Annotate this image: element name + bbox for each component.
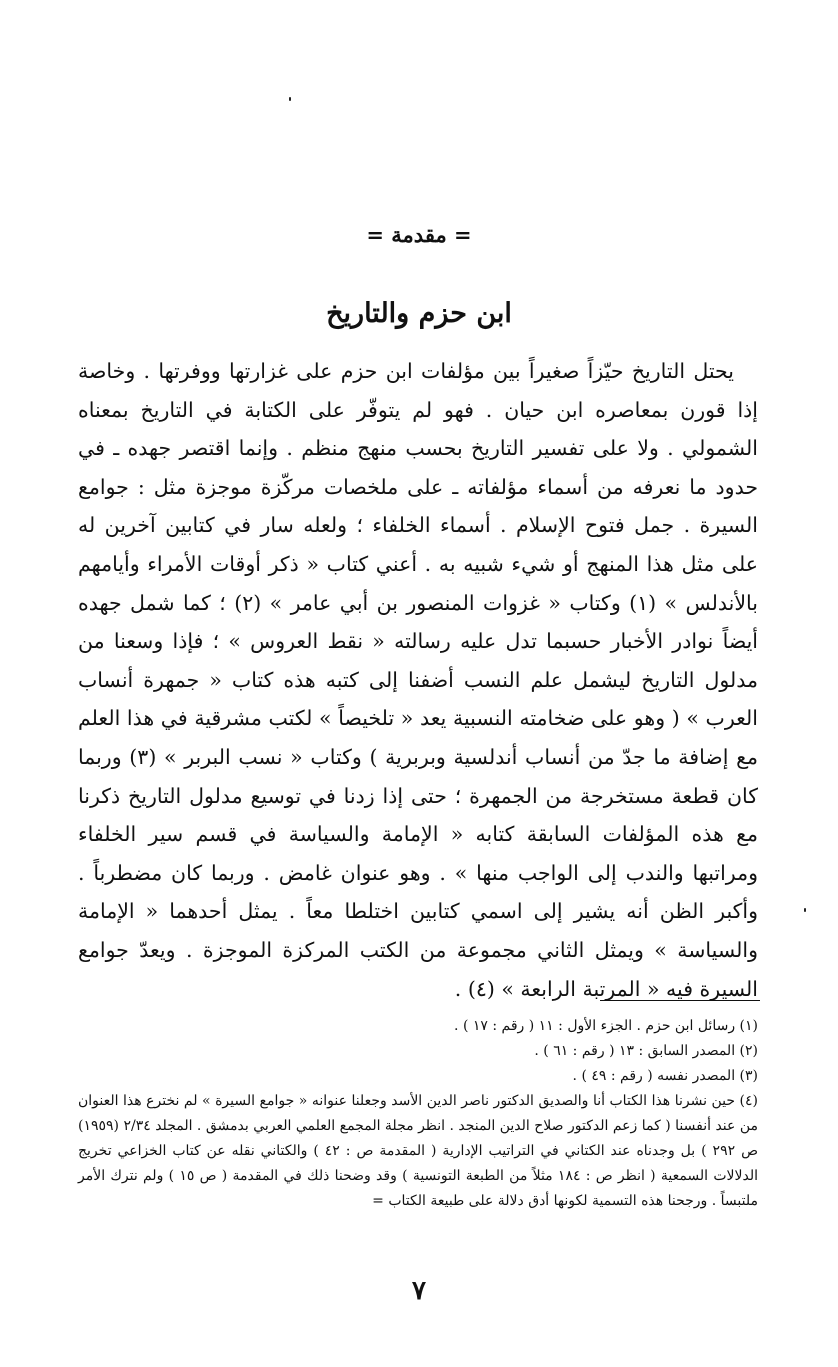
- page-number: ٧: [412, 1276, 426, 1306]
- footnote-3: (٣) المصدر نفسه ( رقم : ٤٩ ) .: [572, 1068, 758, 1084]
- footnotes: [78, 1014, 758, 1214]
- chapter-title: ابن حزم والتاريخ: [326, 298, 512, 329]
- footnote-1: (١) رسائل ابن حزم . الجزء الأول : ١١ ( رقم : ١٧ ) .: [454, 1018, 758, 1034]
- scan-speck: [289, 97, 291, 101]
- footnote-4: (٤) حين نشرنا هذا الكتاب أنا والصديق الدكتور ناصر الدين الأسد وجعلنا عنوانه « جوامع السيرة » لم نخترع هذا العنوان من عند أنفسنا ( كما زعم الدكتور صلاح الدين المنجد . انظر مجلة المجمع العلمي العربي بدمشق . المجلد ٢/٣٤ (١٩٥٩) ص ٢٩٢ ) بل وجدناه عند الكتاني في التراتيب الإدارية ( المقدمة ص : ٤٢ ) والكتاني نقله عن كتاب الخزاعي تخريج الدلالات السمعية ( انظر ص : ١٨٤ مثلاً من الطبعة التونسية ) وقد وضحنا ذلك في المقدمة ( ص ١٥ ) ولم نترك الأمر ملتبساً . ورجحنا هذه التسمية لكونها أدق دلالة على طبيعة الكتاب =: [78, 1093, 758, 1209]
- section-heading: = مقدمة =: [366, 222, 472, 247]
- body-paragraph: يحتل التاريخ حيّزاً صغيراً بين مؤلفات ابن حزم على غزارتها ووفرتها . وخاصة إذا قورن بمعاصره ابن حيان . فهو لم يتوفّر على الكتابة في التاريخ بمعناه الشمولي . ولا على تفسير التاريخ بحسب منهج منظم . وإنما اقتصر جهده ـ في حدود ما نعرفه من أسماء مؤلفاته ـ على ملخصات مركّزة موجزة مثل : جوامع السيرة . جمل فتوح الإسلام . أسماء الخلفاء ؛ ولعله سار في كتابين آخرين له على مثل هذا المنهج أو شيء شبيه به . أعني كتاب « ذكر أوقات الأمراء وأيامهم بالأندلس » (١) وكتاب « غزوات المنصور بن أبي عامر » (٢) ؛ كما شمل جهده أيضاً نوادر الأخبار حسبما تدل عليه رسالته « نقط العروس » ؛ فإذا وسعنا من مدلول التاريخ ليشمل علم النسب أضفنا إلى كتبه هذه كتاب « جمهرة أنساب العرب » ( وهو على ضخامته النسبية يعد « تلخيصاً » لكتب مشرقية في هذا العلم مع إضافة ما جدّ من أنساب أندلسية وبربرية ) وكتاب « نسب البربر » (٣) وربما كان قطعة مستخرجة من الجمهرة ؛ حتى إذا زدنا في توسيع مدلول التاريخ ذكرنا مع هذه المؤلفات السابقة كتابه « الإمامة والسياسة في قسم سير الخلفاء ومراتبها والندب إلى الواجب منها » . وهو عنوان غامض . وربما كان مضطرباً . وأكبر الظن أنه يشير إلى اسمي كتابين اختلطا معاً . يمثل أحدهما « الإمامة والسياسة » ويمثل الثاني مجموعة من الكتب المركزة الموجزة . ويعدّ جوامع السيرة فيه « المرتبة الرابعة » (٤) .: [78, 359, 758, 1001]
- footnote-separator: [600, 1000, 760, 1001]
- footnote-2: (٢) المصدر السابق : ١٣ ( رقم : ٦١ ) .: [534, 1043, 758, 1059]
- scan-speck: [804, 908, 806, 912]
- body-text: [78, 352, 758, 1008]
